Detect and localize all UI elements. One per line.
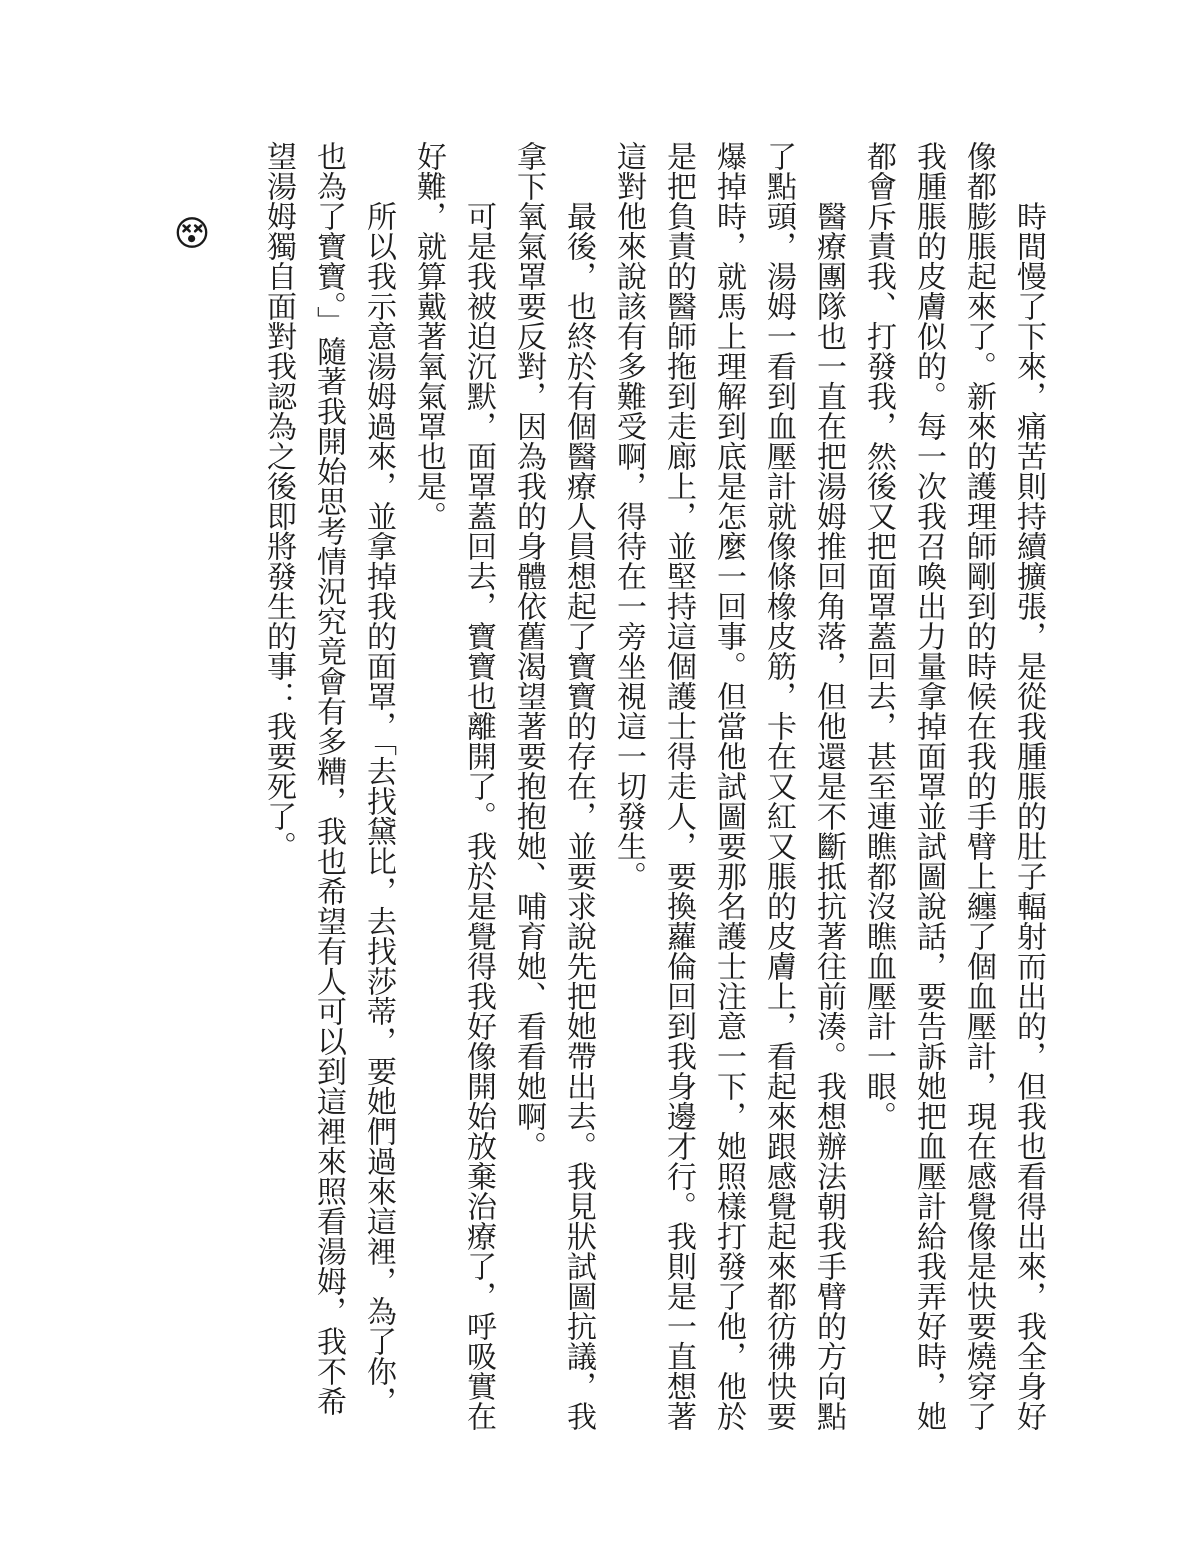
paragraph-3: 最後，也終於有個醫療人員想起了寶寶的存在，並要求說先把她帶出去。我見狀試圖抗議，我拿下氧氣罩要反對，因為我的身體依舊渴望著要抱抱她、哺育她、看看她啊。: [512, 141, 595, 1431]
paragraph-5: 所以我示意湯姆過來，並拿掉我的面罩，「去找黛比，去找莎蒂，要她們過來這裡，為了你，也為了寶寶。」隨著我開始思考情況究竟會有多糟，我也希望有人可以到這裡來照看湯姆，我不希望湯姆獨自面對我認為之後即將發生的事：我要死了。: [262, 141, 395, 1416]
paragraph-4: 可是我被迫沉默，面罩蓋回去，寶寶也離開了。我於是覺得我好像開始放棄治療了，呼吸實在好難，就算戴著氧氣罩也是。: [412, 141, 495, 1431]
paragraph-1: 時間慢了下來，痛苦則持續擴張，是從我腫脹的肚子輻射而出的，但我也看得出來，我全身好像都膨脹起來了。新來的護理師剛到的時候在我的手臂上纏了個血壓計，現在感覺像是快要燒穿了我腫脹的皮膚似的。每一次我召喚出力量拿掉面罩並試圖說話，要告訴她把血壓計給我弄好時，她都會斥責我、打發我，然後又把面罩蓋回去，甚至連瞧都沒瞧血壓計一眼。: [862, 141, 1045, 1431]
paragraph-2: 醫療團隊也一直在把湯姆推回角落，但他還是不斷抵抗著往前湊。我想辦法朝我手臂的方向點了點頭，湯姆一看到血壓計就像條橡皮筋，卡在又紅又脹的皮膚上，看起來跟感覺起來都彷彿快要爆掉時，就馬上理解到底是怎麼一回事。但當他試圖要那名護士注意一下，她照樣打發了他，他於是把負責的醫師拖到走廊上，並堅持這個護士得走人，要換蘿倫回到我身邊才行。我則是一直想著這對他來說該有多難受啊，得待在一旁坐視這一切發生。: [612, 141, 845, 1431]
dizzy-face-icon: [174, 215, 210, 251]
body-text: [253, 141, 1053, 1431]
